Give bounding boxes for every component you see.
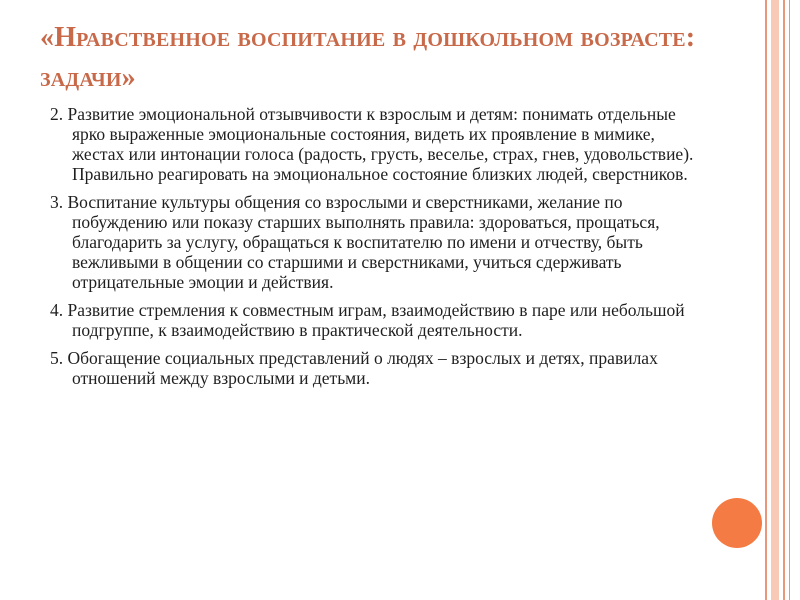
task-list [50, 104, 700, 396]
right-border-band [771, 0, 779, 600]
list-item: 4. Развитие стремления к совместным играм, взаимодействию в паре или небольшой подгруппе, к взаимодействию в практической деятельности. [50, 300, 685, 340]
right-border-line [789, 0, 790, 600]
right-border-line [765, 0, 767, 600]
right-border-line [783, 0, 785, 600]
list-item: 2. Развитие эмоциональной отзывчивости к взрослым и детям: понимать отдельные ярко выраженные эмоциональные состояния, видеть их проявление в мимике, жестах или интонации голоса (радость, грусть, веселье, страх, гнев, удовольствие). Правильно реагировать на эмоциональное состояние близких людей, сверстников. [50, 104, 694, 184]
slide-title: «Нравственное воспитание в дошкольном возрасте: задачи» [40, 22, 696, 93]
list-item: 3. Воспитание культуры общения со взрослыми и сверстниками, желание по побуждению или показу старших выполнять правила: здороваться, прощаться, благодарить за услугу, обращаться к воспитателю по имени и отчеству, быть вежливыми в общении со старшими и сверстниками, учиться сдерживать отрицательные эмоции и действия. [50, 192, 660, 292]
decorative-circle-icon [713, 499, 761, 547]
list-item: 5. Обогащение социальных представлений о людях – взрослых и детях, правилах отношений между взрослыми и детьми. [50, 348, 658, 388]
